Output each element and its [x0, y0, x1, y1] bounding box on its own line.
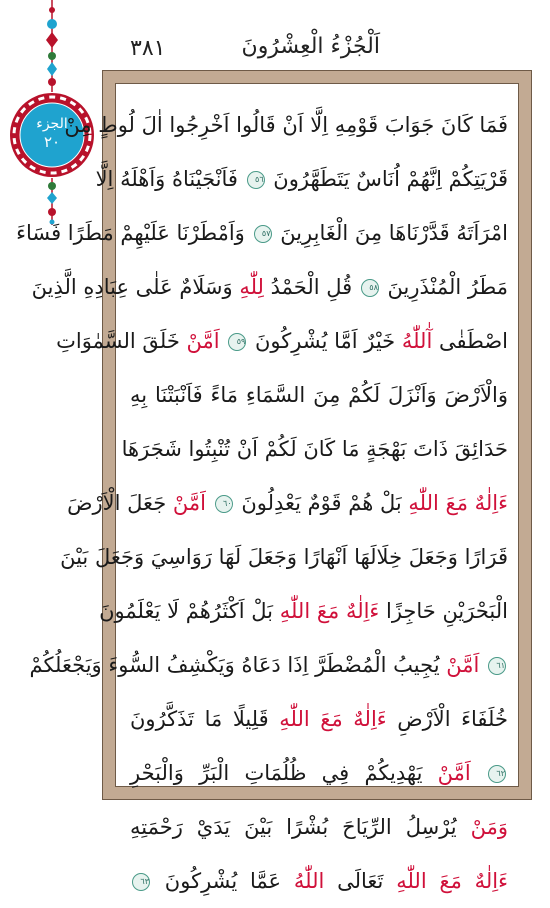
text-line — [121, 422, 508, 476]
text-line — [60, 530, 508, 584]
verse-text: قَلِيلًا مَا تَذَكَّرُونَ — [130, 707, 269, 731]
ayah-number-marker: ٦٢ — [488, 765, 506, 783]
text-line — [130, 800, 508, 854]
text-line — [130, 746, 508, 800]
medallion-juz-number: ٢٠ — [43, 133, 61, 151]
text-line — [130, 368, 508, 422]
highlighted-word: اللّٰهُ — [293, 869, 325, 893]
text-line — [95, 152, 508, 206]
highlighted-word: آٰللّٰهُ — [401, 329, 433, 353]
ayah-number-marker: ٦٣ — [132, 873, 150, 891]
verse-text: خَيْرٌ اَمَّا يُشْرِكُونَ — [254, 329, 396, 353]
verse-text: بَلْ اَكْثَرُهُمْ لَا يَعْلَمُونَ — [99, 599, 274, 623]
verse-text: فَمَا كَانَ جَوَابَ قَوْمِهِ اِلَّا اَنْ قَالُوا اَخْرِجُوا اٰلَ لُوطٍ مِنْ — [64, 113, 508, 137]
ayah-number-marker: ٥٦ — [247, 171, 265, 189]
highlighted-word: ءَاِلٰهٌ مَعَ اللّٰهِ — [279, 599, 380, 623]
verse-text: جَعَلَ الْاَرْضَ — [67, 491, 167, 515]
verse-text: يُرْسِلُ الرِّيَاحَ بُشْرًا بَيْنَ يَدَيْ رَحْمَتِهِ — [130, 815, 457, 839]
text-line — [31, 260, 508, 314]
verse-text: اصْطَفٰى — [432, 329, 508, 353]
text-line — [67, 476, 508, 530]
verse-text: يُجِيبُ الْمُضْطَرَّ اِذَا دَعَاهُ وَيَكْشِفُ السُّوءَ وَيَجْعَلُكُمْ — [29, 653, 440, 677]
page-header — [110, 30, 530, 70]
verse-text: خَلَقَ السَّمٰوَاتِ — [56, 329, 180, 353]
verse-text: حَدَائِقَ ذَاتَ بَهْجَةٍ مَا كَانَ لَكُمْ اَنْ تُنْبِتُوا شَجَرَهَا — [121, 437, 508, 461]
ayah-number-marker: ٥٧ — [254, 225, 272, 243]
verse-text: قَرْيَتِكُمْ اِنَّهُمْ اُنَاسٌ يَتَطَهَّرُونَ — [273, 167, 508, 191]
verse-text: قُلِ الْحَمْدُ — [263, 275, 353, 299]
highlighted-word: ءَاِلٰهٌ مَعَ اللّٰهِ — [408, 491, 508, 515]
highlighted-word: اَمَّنْ — [446, 653, 480, 677]
ayah-number-marker: ٦٠ — [215, 495, 233, 513]
text-line — [99, 584, 508, 638]
verse-text: بَلْ هُمْ قَوْمٌ يَعْدِلُونَ — [241, 491, 402, 515]
highlighted-word: اَمَّنْ — [437, 761, 471, 785]
text-line — [16, 206, 508, 260]
highlighted-word: ءَاِلٰهٌ مَعَ اللّٰهِ — [396, 869, 509, 893]
text-line — [56, 314, 508, 368]
juz-title: اَلْجُزْءُ الْعِشْرُونَ — [241, 34, 380, 59]
page-number: ٣٨١ — [130, 36, 166, 61]
verse-text: خُلَفَاءَ الْاَرْضِ — [386, 707, 508, 731]
highlighted-word: اَمَّنْ — [172, 491, 206, 515]
text-line — [64, 98, 508, 152]
text-line — [130, 692, 508, 746]
verse-text: امْرَاَتَهُ قَدَّرْنَاهَا مِنَ الْغَابِرِينَ — [280, 221, 508, 245]
verse-text: يَهْدِيكُمْ فِي ظُلُمَاتِ الْبَرِّ وَالْبَحْرِ — [130, 761, 423, 785]
medallion-juz-word: الجزء — [36, 116, 68, 132]
verse-text: عَمَّا يُشْرِكُونَ — [164, 869, 282, 893]
highlighted-word: ءَاِلٰهٌ مَعَ اللّٰهِ — [279, 707, 387, 731]
verse-text: وَالْاَرْضَ وَاَنْزَلَ لَكُمْ مِنَ السَّمَاءِ مَاءً فَاَنْبَتْنَا بِهِ — [130, 383, 508, 407]
verse-text: فَاَنْجَيْنَاهُ وَاَهْلَهُ اِلَّا — [95, 167, 238, 191]
ayah-number-marker: ٥٩ — [228, 333, 246, 351]
verse-text: تَعَالَى — [324, 869, 384, 893]
highlighted-word: اَمَّنْ — [186, 329, 220, 353]
highlighted-word: وَمَنْ — [470, 815, 508, 839]
top-beads — [46, 0, 58, 92]
verse-text: قَرَارًا وَجَعَلَ خِلَالَهَا اَنْهَارًا وَجَعَلَ لَهَا رَوَاسِيَ وَجَعَلَ بَيْنَ — [60, 545, 508, 569]
verse-text: مَطَرُ الْمُنْذَرِينَ — [387, 275, 508, 299]
text-line — [130, 854, 508, 908]
text-line — [29, 638, 508, 692]
highlighted-word: لِلّٰهِ — [239, 275, 264, 299]
verse-text: وَاَمْطَرْنَا عَلَيْهِمْ مَطَرًا فَسَاءَ — [16, 221, 245, 245]
verse-text: الْبَحْرَيْنِ حَاجِزًا — [379, 599, 508, 623]
verse-text: وَسَلَامٌ عَلٰى عِبَادِهِ الَّذِينَ — [31, 275, 233, 299]
ayah-number-marker: ٦١ — [488, 657, 506, 675]
ayah-number-marker: ٥٨ — [361, 279, 379, 297]
